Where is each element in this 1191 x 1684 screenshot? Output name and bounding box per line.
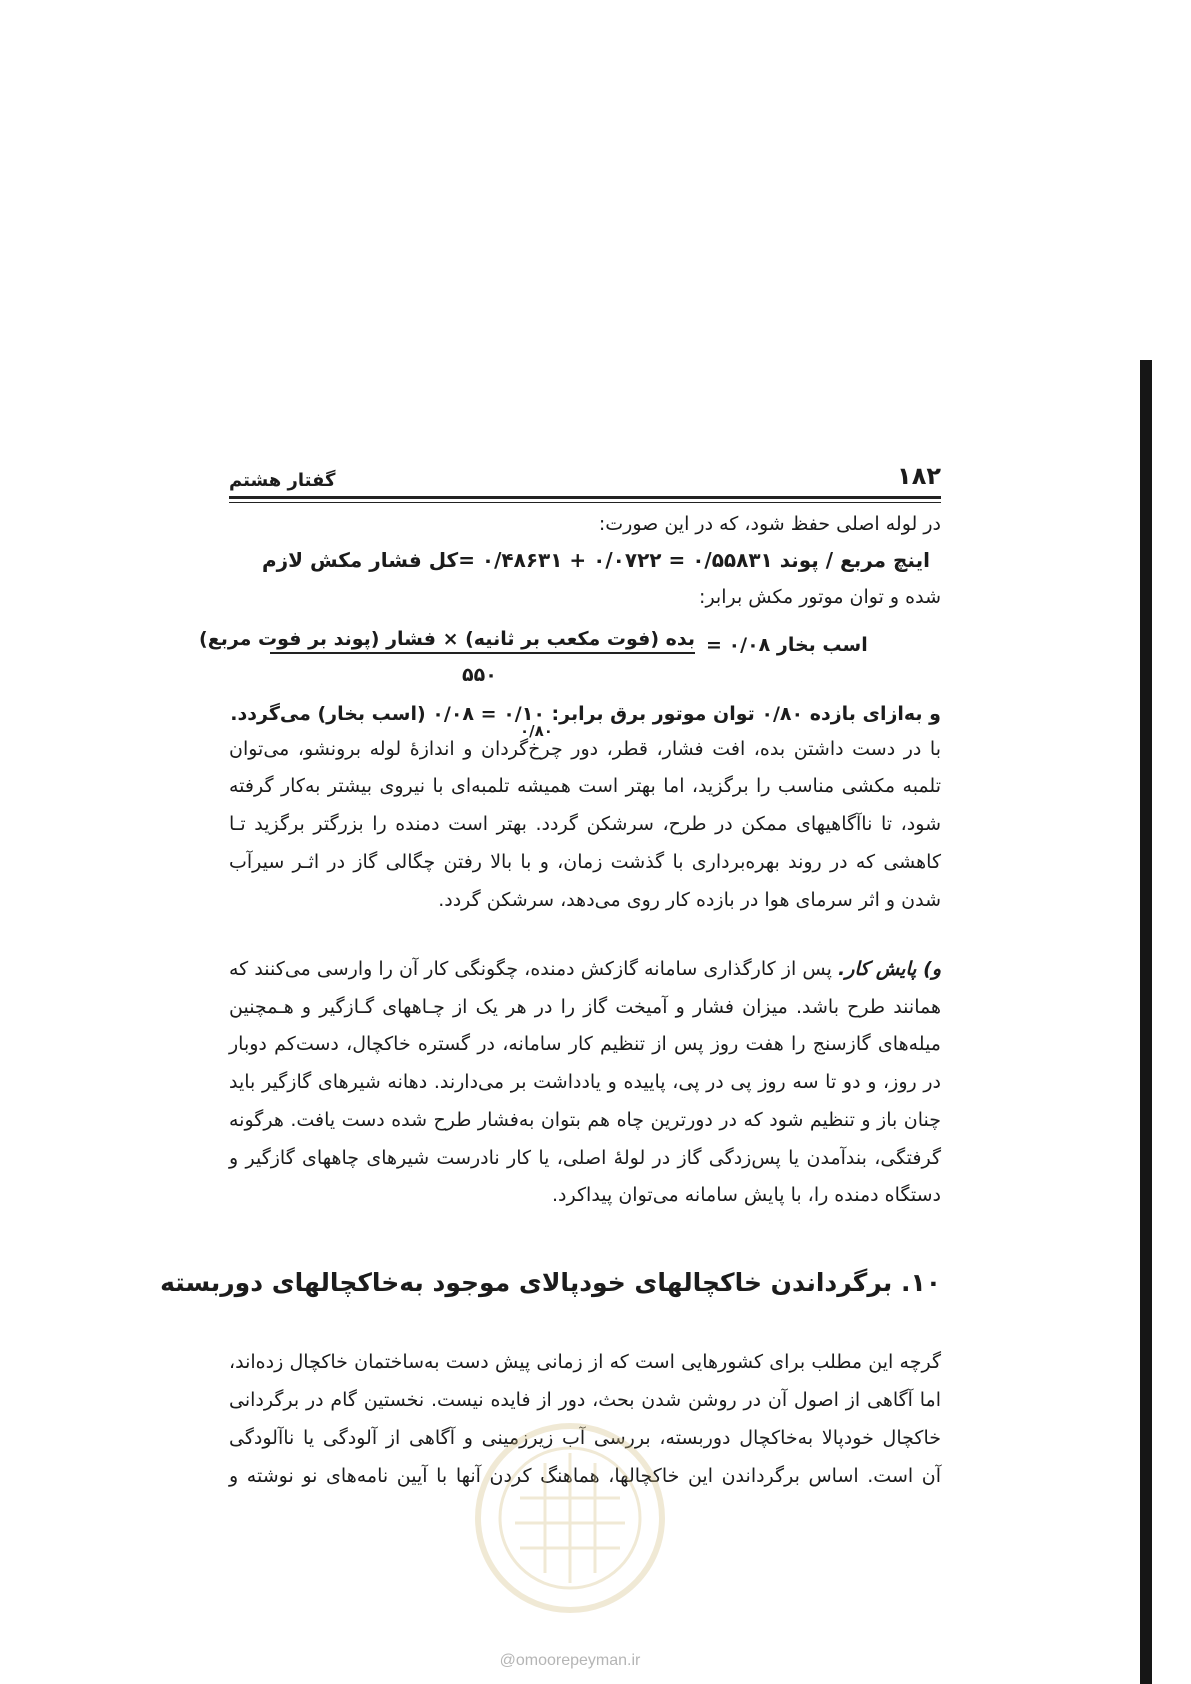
page-number: ۱۸۲ <box>897 462 941 490</box>
para2-line: همانند طرح باشد. میزان فشار و آمیخت گاز را در هر یک از چـاههای گـازگیر و هـمچنین <box>229 996 941 1018</box>
para3-line: گرچه این مطلب برای کشورهایی است که از زمانی پیش دست به‌ساختمان خاکچال زده‌اند، <box>229 1351 941 1373</box>
para3-line: اما آگاهی از اصول آن در روشن شدن بحث، دور از فایده نیست. نخستین گام در برگردانی <box>229 1389 941 1411</box>
para1-line: با در دست داشتن بده، افت فشار، قطر، دور چرخ‌گردان و اندازهٔ لوله برونشو، می‌توان <box>229 738 941 760</box>
intro-line: در لوله اصلی حفظ شود، که در این صورت: <box>598 513 941 535</box>
para1-line: شود، تا ناآگاهیهای ممکن در طرح، سرشکن گردد. بهتر است دمنده را بزرگتر برگزید تـا <box>229 813 941 835</box>
para2-line: چنان باز و تنظیم شود که در دورترین چاه هم بتوان به‌فشار طرح شده دست یافت. هرگونه <box>229 1109 941 1131</box>
header-rule-thin <box>229 502 941 503</box>
page-header <box>229 462 941 512</box>
para2-lead: و) پایش کار. <box>837 958 942 980</box>
page-edge-bar <box>1140 360 1152 1684</box>
efficiency-denominator: ۰/۸۰ <box>520 722 553 740</box>
para1-line: کاهشی که در روند بهره‌برداری با گذشت زمان، و با بالا رفتن چگالی گاز در اثـر سیرآب <box>229 851 941 873</box>
para2-line: میله‌های گازسنج را هفت روز پس از تنظیم کار سامانه، در گستره خاکچال، دست‌کم دوبار <box>229 1033 941 1055</box>
para1-line: شدن و اثر سرمای هوا در بازده کار روی می‌دهد، سرشکن گردد. <box>438 889 941 911</box>
para3-line: آن است. اساس برگرداندن این خاکچالها، هماهنگ کردن آنها با آیین نامه‌های نو نوشته و <box>229 1465 941 1487</box>
para2-first-line <box>229 955 941 983</box>
para2-line-text: پس از کارگذاری سامانه گازکش دمنده، چگونگی کار آن را وارسی می‌کنند که <box>229 958 832 980</box>
header-rule-thick <box>229 496 941 499</box>
para2-line: در روز، و دو تا سه روز پی در پی، پاییده و یادداشت بر می‌دارند. دهانه شیرهای گازگیر باید <box>229 1071 941 1093</box>
formula-numerator: بده (فوت مکعب بر ثانیه) × فشار (پوند بر فوت مربع) <box>270 628 695 654</box>
para1-line: تلمبه مکشی مناسب را برگزید، اما بهتر است همیشه تلمبه‌ای با نیروی بیشتر به‌کار گرفته <box>229 775 941 797</box>
pressure-equation: اینچ مربع / پوند ۰/۵۵۸۳۱ = ۰/۰۷۲۲ + ۰/۴۸۶۳۱ =کل فشار مکش لازم <box>262 548 930 572</box>
section-heading: ۱۰. برگرداندن خاکچالهای خودپالای موجود به‌خاکچالهای دوربسته <box>160 1268 941 1297</box>
chapter-title: گفتار هشتم <box>229 470 336 491</box>
formula-denominator: ۵۵۰ <box>462 664 497 686</box>
watermark-url: @omoorepeyman.ir <box>499 1652 641 1669</box>
motor-line: شده و توان موتور مکش برابر: <box>699 586 941 608</box>
watermark-seal-icon <box>470 1418 670 1618</box>
para2-line: گرفتگی، بندآمدن یا پس‌زدگی گاز در لولهٔ اصلی، یا کار نادرست شیرهای چاههای گازگیر و <box>229 1147 941 1169</box>
efficiency-line: و به‌ازای بازده ۰/۸۰ توان موتور برق برابر: ۰/۱۰ = ۰/۰۸ (اسب بخار) می‌گردد. <box>230 703 941 725</box>
para3-line: خاکچال خودپالا به‌خاکچال دوربسته، بررسی آب زیرزمینی و آگاهی از آلودگی یا ناآلودگی <box>229 1427 941 1449</box>
para2-line: دستگاه دمنده را، با پایش سامانه می‌توان پیداکرد. <box>552 1184 941 1206</box>
formula-lhs: اسب بخار ۰/۰۸ = <box>706 634 868 656</box>
